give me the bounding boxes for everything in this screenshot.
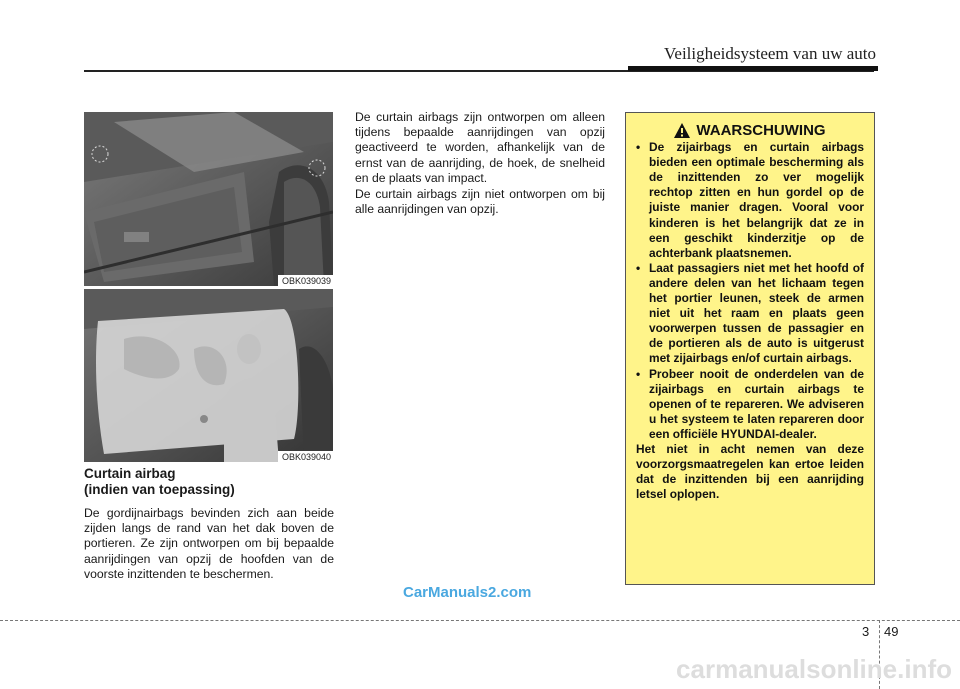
running-header: Veiligheidsysteem van uw auto — [664, 44, 876, 63]
warning-item — [636, 261, 864, 367]
warning-title: WAARSCHUWING — [696, 122, 826, 139]
figure-airbag-deployed — [84, 289, 333, 462]
figure-airbag-location — [84, 112, 333, 286]
chapter-number: 3 — [862, 624, 870, 639]
warning-box — [625, 112, 875, 585]
limitation-paragraph: De curtain airbags zijn niet ontworpen om bij alle aanrijdingen van opzij. — [355, 187, 605, 217]
section-heading-title: Curtain airbag — [84, 466, 176, 481]
section-heading-subtitle: (indien van toepassing) — [84, 482, 235, 497]
curtain-airbag-paragraph: De gordijnairbags bevinden zich aan beide zijden langs de rand van het dak boven de portieren. Ze zijn ontworpen om bij bepaalde aanrijdingen van opzij de hoofden van de voorste inzittenden te beschermen. — [84, 506, 334, 581]
bullet-icon: • — [636, 366, 641, 381]
warning-item-text: Probeer nooit de onderdelen van de zijairbags en curtain airbags te openen of te repareren. We adviseren u het systeem te laten repareren door een officiële HYUNDAI-dealer. — [649, 366, 864, 441]
warning-triangle-icon — [674, 123, 690, 138]
header-rule-accent — [628, 66, 878, 71]
deployment-paragraph: De curtain airbags zijn ontworpen om alleen tijdens bepaalde aanrijdingen van opzij geactiveerd te worden, afhankelijk van de ernst van de aanrijding, de hoek, de snelheid en de plaats van impact. — [355, 110, 605, 185]
bullet-icon: • — [636, 260, 641, 275]
deployed-airbag-illustration — [84, 289, 333, 462]
warning-conclusion: Het niet in acht nemen van deze voorzorgsmaatregelen kan ertoe leiden dat de inzittenden bij een aanrijding letsel oplopen. — [636, 441, 864, 502]
page-number: 49 — [884, 624, 899, 639]
watermark-link[interactable]: CarManuals2.com — [403, 584, 532, 601]
figure-code: OBK039040 — [278, 451, 333, 462]
warning-item — [636, 140, 864, 261]
warning-item-text: De zijairbags en curtain airbags bieden een optimale bescherming als de inzittenden zo ver mogelijk rechtop zitten en hun gordel op de juiste manier dragen. Vooral voor kinderen is het belangrijk dat ze in een geschikt kinderzitje op de achterbank plaatsnemen. — [649, 140, 864, 260]
warning-item — [636, 367, 864, 442]
site-watermark: carmanualsonline.info — [676, 654, 952, 684]
car-interior-illustration — [84, 112, 333, 286]
section-heading — [84, 466, 334, 498]
bullet-icon: • — [636, 140, 641, 155]
footer-rule — [0, 620, 960, 621]
warning-item-text: Laat passagiers niet met het hoofd of andere delen van het lichaam tegen het portier leunen, steek de armen niet uit het raam en plaats geen voorwerpen tussen de passagier en de portieren als de auto is uitgerust met zijairbags en/of curtain airbags. — [649, 260, 864, 366]
warning-list — [636, 140, 864, 442]
warning-header — [636, 123, 864, 138]
figure-code: OBK039039 — [278, 275, 333, 286]
